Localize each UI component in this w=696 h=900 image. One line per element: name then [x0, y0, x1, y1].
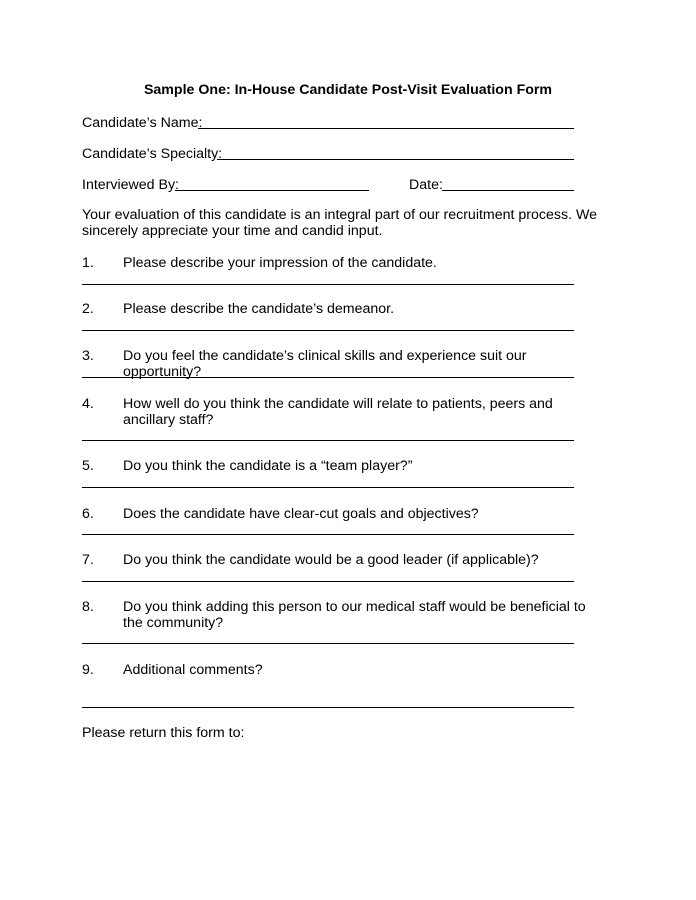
- answer-line[interactable]: [82, 581, 574, 582]
- candidate-name-field[interactable]: [198, 128, 574, 129]
- question-number: 1.: [82, 255, 94, 271]
- question-number: 4.: [82, 396, 94, 412]
- question-number: 9.: [82, 662, 94, 678]
- question-text: Please describe your impression of the candidate.: [123, 255, 437, 271]
- answer-line[interactable]: [82, 707, 574, 708]
- candidate-specialty-field[interactable]: [217, 159, 574, 160]
- question-text: Do you think adding this person to our medical staff would be beneficial to the community?: [123, 599, 586, 631]
- answer-line[interactable]: [82, 534, 574, 535]
- intro-paragraph: Your evaluation of this candidate is an integral part of our recruitment process. We sincerely appreciate your time and candid input.: [82, 207, 597, 239]
- question-text: Do you think the candidate is a “team player?”: [123, 458, 413, 474]
- answer-line[interactable]: [82, 440, 574, 441]
- question-text: Does the candidate have clear-cut goals and objectives?: [123, 506, 479, 522]
- answer-line[interactable]: [82, 487, 574, 488]
- question-text: Do you think the candidate would be a good leader (if applicable)?: [123, 552, 539, 568]
- question-number: 2.: [82, 301, 94, 317]
- question-number: 5.: [82, 458, 94, 474]
- question-text: Additional comments?: [123, 662, 263, 678]
- question-number: 3.: [82, 348, 94, 364]
- return-instructions: Please return this form to:: [82, 725, 245, 741]
- question-number: 8.: [82, 599, 94, 615]
- answer-line[interactable]: [82, 284, 574, 285]
- question-number: 7.: [82, 552, 94, 568]
- interviewed-by-label: Interviewed By:: [82, 177, 179, 193]
- question-number: 6.: [82, 506, 94, 522]
- question-text: Do you feel the candidate’s clinical skills and experience suit our opportunity?: [123, 348, 527, 380]
- form-title: Sample One: In-House Candidate Post-Visit Evaluation Form: [143, 82, 553, 98]
- answer-line[interactable]: [82, 377, 574, 378]
- interviewed-by-field[interactable]: [175, 190, 369, 191]
- question-text: How well do you think the candidate will relate to patients, peers and ancillary staff?: [123, 396, 553, 428]
- date-field[interactable]: [442, 190, 574, 191]
- answer-line[interactable]: [82, 330, 574, 331]
- question-text: Please describe the candidate’s demeanor.: [123, 301, 395, 317]
- answer-line[interactable]: [82, 643, 574, 644]
- candidate-name-label: Candidate’s Name:: [82, 115, 203, 131]
- date-label: Date:: [409, 177, 443, 193]
- candidate-specialty-label: Candidate’s Specialty:: [82, 146, 223, 162]
